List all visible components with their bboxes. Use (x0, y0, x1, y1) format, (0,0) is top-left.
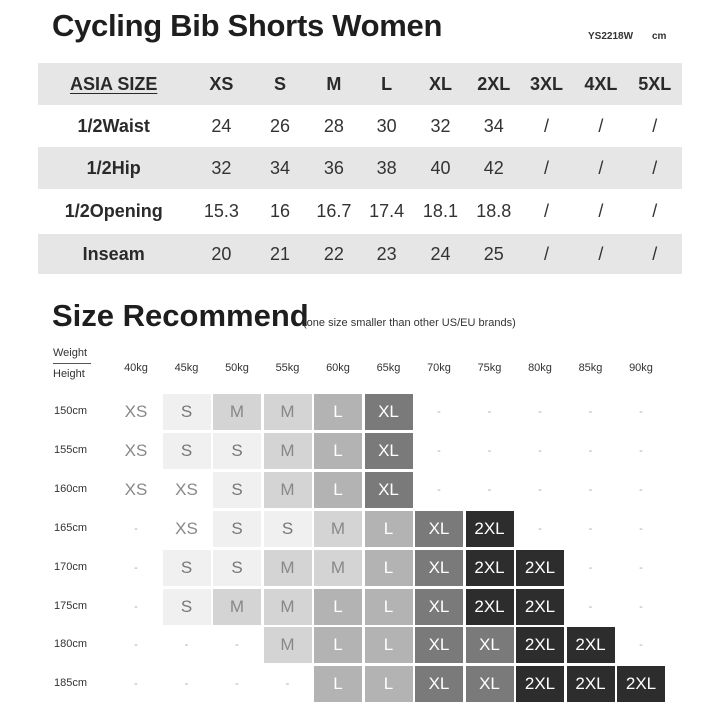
size-recommend-cell: XL (415, 627, 463, 663)
size-cell: / (544, 201, 550, 221)
weight-col-label: 70kg (427, 362, 451, 374)
size-recommend-cell: 2XL (516, 666, 564, 702)
size-cell: / (652, 201, 658, 221)
row-label: Inseam (38, 234, 189, 274)
empty-cell: - (437, 406, 441, 418)
size-recommend-cell: 2XL (567, 666, 615, 702)
size-col-header: S (253, 63, 306, 105)
size-cell: / (544, 115, 550, 136)
empty-cell: - (538, 406, 542, 418)
size-cell: / (574, 147, 627, 189)
weight-axis-label: Weight (53, 347, 88, 359)
size-recommend-cell: XL (466, 627, 514, 663)
size-recommend-cell: M (213, 589, 261, 625)
weight-col-label: 75kg (477, 362, 502, 374)
size-cell: 28 (323, 115, 344, 136)
empty-cell: - (639, 406, 643, 418)
empty-cell: - (285, 678, 290, 691)
size-col-header: L (361, 63, 412, 105)
height-row-label: 180cm (54, 638, 88, 651)
size-recommend-cell: 2XL (466, 550, 514, 586)
empty-cell: - (588, 600, 593, 613)
size-recommend-cell: M (264, 394, 312, 430)
height-row-label: 165cm (54, 521, 88, 534)
empty-cell: - (538, 444, 542, 457)
size-recommend-cell: L (365, 627, 413, 663)
size-recommend-cell: XS (112, 472, 160, 508)
empty-cell: - (588, 522, 593, 535)
size-recommend-cell: XL (365, 433, 413, 469)
size-recommend-cell: M (264, 550, 312, 586)
size-recommend-cell: S (213, 550, 261, 586)
size-row-waist (38, 105, 682, 147)
size-cell: 25 (469, 234, 519, 274)
size-cell: 32 (189, 147, 253, 189)
product-title: Cycling Bib Shorts Women (52, 8, 443, 43)
empty-cell: - (184, 639, 189, 652)
size-cell: 15.3 (203, 201, 239, 221)
size-header-row (38, 63, 682, 105)
row-label: 1/2Waist (77, 115, 150, 136)
size-cell: / (628, 234, 682, 274)
height-row-label: 160cm (54, 482, 88, 495)
height-row-label: 155cm (54, 443, 88, 456)
size-cell: 18.8 (476, 201, 512, 221)
size-recommend-cell: XL (415, 511, 463, 547)
empty-cell: - (588, 444, 593, 457)
size-cell: / (652, 115, 658, 136)
size-cell: / (628, 147, 682, 189)
size-recommend-cell: XS (163, 472, 211, 508)
size-recommend-cell: XL (466, 666, 514, 702)
weight-col-label: 45kg (174, 362, 199, 374)
row-label: 1/2Hip (38, 147, 189, 189)
size-cell: 42 (469, 147, 519, 189)
empty-cell: - (639, 600, 643, 613)
weight-col-label: 85kg (578, 362, 603, 374)
empty-cell: - (184, 678, 189, 691)
size-cell: 24 (412, 234, 469, 274)
size-recommend-cell: L (365, 511, 413, 547)
size-recommend-title: Size Recommend (52, 298, 309, 333)
size-col-header: XL (412, 63, 469, 105)
size-recommend-cell: S (264, 511, 312, 547)
height-row-label: 170cm (54, 560, 88, 573)
size-recommend-cell: 2XL (567, 627, 615, 663)
empty-cell: - (134, 639, 138, 652)
size-cell: / (598, 115, 604, 136)
empty-cell: - (487, 483, 492, 496)
size-cell: / (598, 201, 604, 221)
size-chart-table (38, 63, 682, 274)
empty-cell: - (538, 522, 542, 535)
size-recommend-cell: S (213, 472, 261, 508)
weight-height-divider (53, 363, 91, 364)
size-recommend-cell: M (213, 394, 261, 430)
size-cell: 23 (361, 234, 412, 274)
size-recommend-cell: L (314, 589, 362, 625)
size-recommend-cell: XL (365, 472, 413, 508)
size-col-header: 2XL (469, 63, 519, 105)
empty-cell: - (588, 483, 593, 496)
size-recommend-cell: L (314, 472, 362, 508)
size-cell: / (519, 234, 574, 274)
size-cell: 21 (253, 234, 306, 274)
size-recommend-cell: XL (415, 589, 463, 625)
weight-col-label: 55kg (275, 362, 300, 374)
size-recommend-cell: XL (415, 666, 463, 702)
size-recommend-cell: M (264, 589, 312, 625)
size-col-header: XS (189, 63, 253, 105)
size-recommend-cell: M (264, 627, 312, 663)
size-cell: 34 (483, 115, 504, 136)
empty-cell: - (639, 444, 643, 457)
size-recommend-cell: L (314, 433, 362, 469)
unit-label: cm (652, 31, 667, 42)
size-recommend-cell: XL (365, 394, 413, 430)
empty-cell: - (639, 522, 643, 535)
empty-cell: - (588, 561, 593, 574)
weight-col-label: 60kg (326, 362, 350, 374)
height-row-label: 150cm (54, 405, 88, 417)
height-row-label: 175cm (54, 599, 88, 612)
size-recommend-cell: L (365, 666, 413, 702)
size-recommend-cell: 2XL (516, 550, 564, 586)
size-recommend-cell: M (314, 511, 362, 547)
size-cell: 20 (189, 234, 253, 274)
size-col-header: 3XL (519, 63, 574, 105)
size-cell: 16.7 (316, 201, 352, 221)
size-recommend-cell: L (365, 589, 413, 625)
row-label: 1/2Opening (64, 201, 163, 221)
height-axis-label: Height (53, 368, 85, 380)
weight-col-label: 50kg (225, 362, 249, 374)
size-recommend-cell: 2XL (516, 627, 564, 663)
empty-cell: - (437, 444, 441, 457)
size-cell: 22 (307, 234, 361, 274)
empty-cell: - (134, 561, 138, 574)
empty-cell: - (134, 522, 138, 535)
weight-col-label: 80kg (528, 362, 552, 374)
size-recommend-cell: S (163, 433, 211, 469)
empty-cell: - (487, 406, 492, 418)
empty-cell: - (639, 639, 643, 652)
size-cell: 34 (253, 147, 306, 189)
size-cell: 36 (307, 147, 361, 189)
size-recommend-cell: 2XL (617, 666, 665, 702)
size-cell: 38 (361, 147, 412, 189)
size-cell: 16 (269, 201, 291, 221)
size-cell: / (574, 234, 627, 274)
size-cell: 40 (412, 147, 469, 189)
size-recommend-cell: XS (112, 394, 160, 430)
asia-size-label: ASIA SIZE (38, 63, 189, 105)
size-recommend-cell: S (163, 589, 211, 625)
size-recommend-cell: S (213, 511, 261, 547)
size-row-hip (38, 147, 682, 189)
empty-cell: - (538, 483, 542, 496)
empty-cell: - (437, 483, 441, 496)
size-recommend-cell: XL (415, 550, 463, 586)
weight-col-label: 90kg (629, 362, 653, 374)
size-recommend-cell: S (213, 433, 261, 469)
size-recommend-note: (one size smaller than other US/EU brands) (303, 317, 516, 329)
empty-cell: - (588, 406, 593, 418)
size-col-header: 5XL (628, 63, 682, 105)
size-cell: 24 (211, 115, 232, 136)
size-cell: 18.1 (422, 201, 458, 221)
size-recommend-cell: M (264, 472, 312, 508)
weight-col-label: 40kg (124, 362, 148, 374)
empty-cell: - (134, 600, 138, 613)
empty-cell: - (639, 483, 643, 496)
product-code: YS2218W (588, 31, 634, 42)
size-recommend-cell: 2XL (466, 511, 514, 547)
size-row-inseam (38, 234, 682, 274)
size-cell: 30 (376, 115, 397, 136)
empty-cell: - (235, 639, 239, 652)
height-row-label: 185cm (54, 677, 88, 690)
size-col-header: 4XL (574, 63, 627, 105)
empty-cell: - (134, 678, 138, 691)
size-recommend-cell: S (163, 394, 211, 430)
size-recommend-cell: 2XL (516, 589, 564, 625)
size-recommend-cell: L (314, 627, 362, 663)
size-col-header: M (307, 63, 361, 105)
size-recommend-cell: L (365, 550, 413, 586)
size-cell: / (519, 147, 574, 189)
size-cell: 17.4 (369, 201, 405, 221)
size-recommend-cell: L (314, 666, 362, 702)
size-recommend-cell: L (314, 394, 362, 430)
size-recommend-cell: XS (112, 433, 160, 469)
size-cell: 32 (430, 115, 451, 136)
size-recommend-cell: 2XL (466, 589, 514, 625)
weight-col-label: 65kg (376, 362, 401, 374)
empty-cell: - (487, 444, 492, 457)
size-recommend-cell: XS (163, 511, 211, 547)
size-cell: 26 (269, 115, 291, 136)
size-recommend-cell: S (163, 550, 211, 586)
size-recommend-cell: M (264, 433, 312, 469)
empty-cell: - (235, 678, 239, 691)
size-recommend-cell: M (314, 550, 362, 586)
empty-cell: - (639, 561, 643, 574)
size-row-opening (38, 189, 682, 234)
